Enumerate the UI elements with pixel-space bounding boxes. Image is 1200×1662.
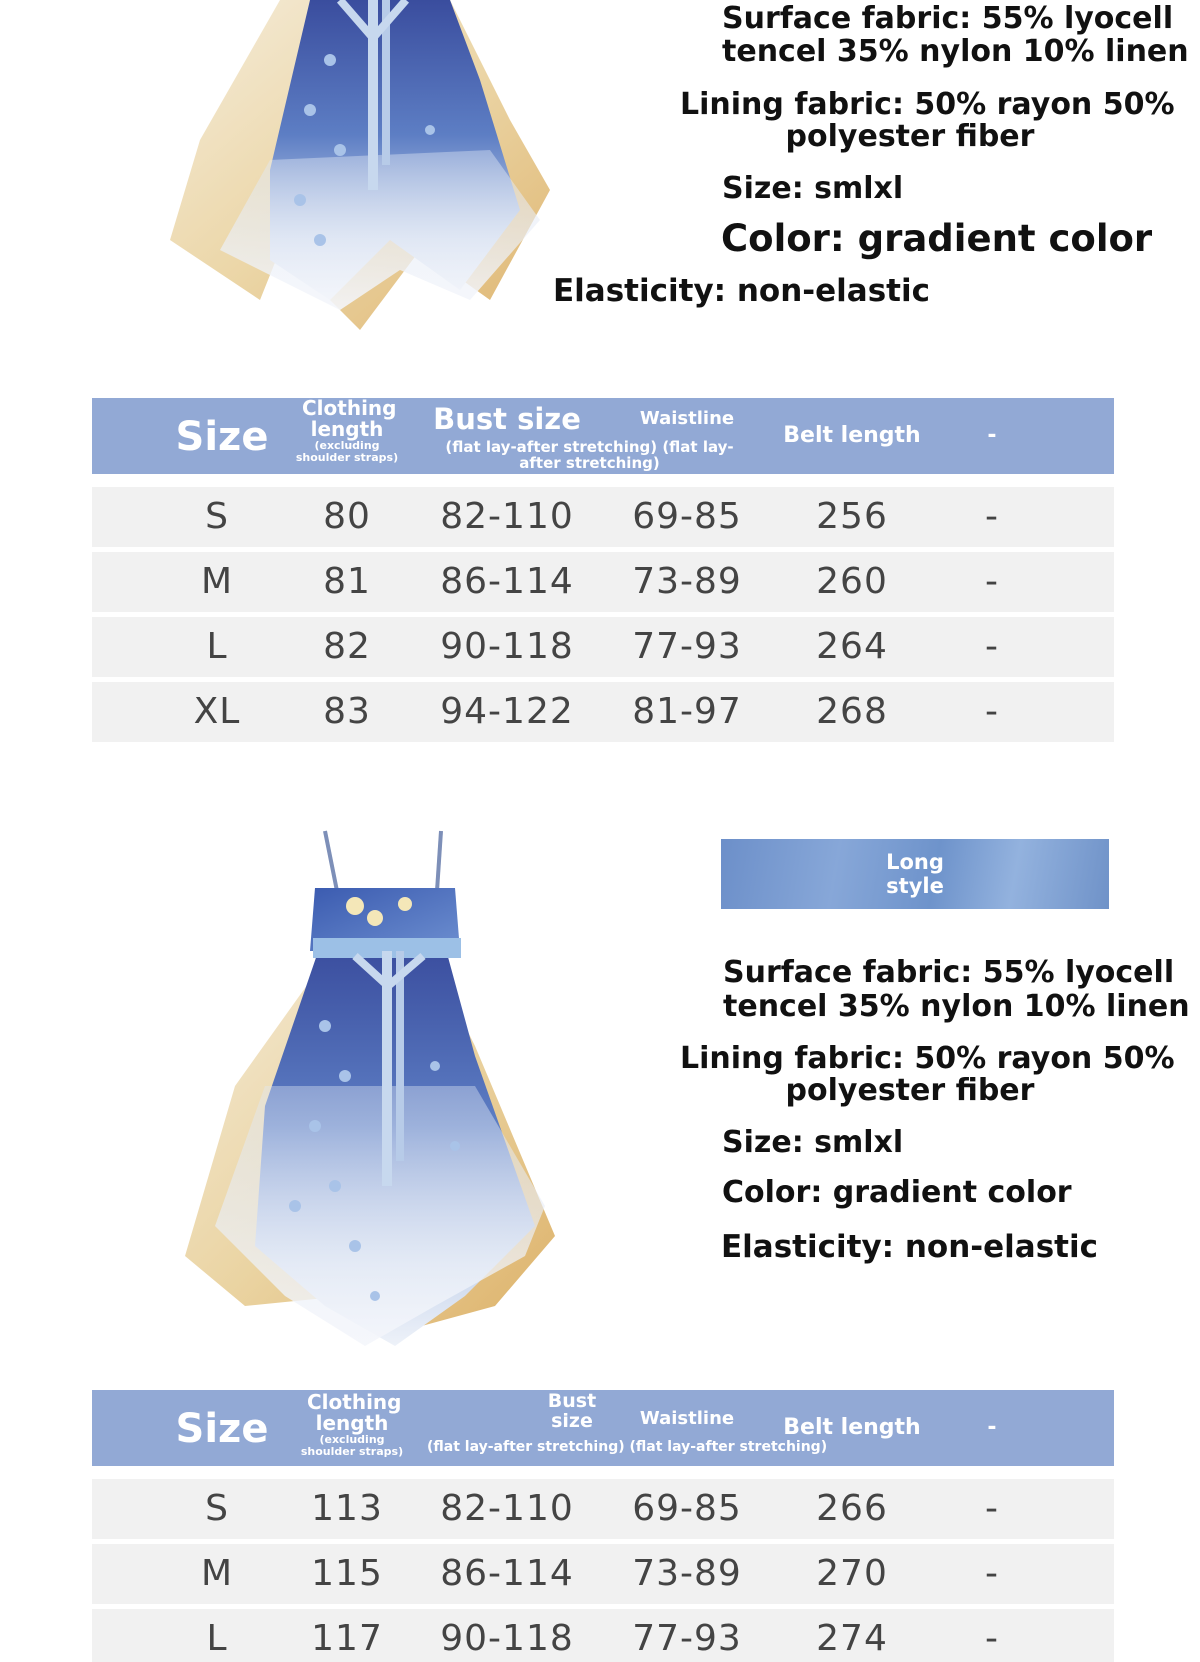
header-belt-length: Belt length	[783, 423, 921, 448]
header-clothing-length-note: (excluding shoulder straps)	[300, 1433, 404, 1458]
cell-bust: 86-114	[440, 1553, 574, 1594]
lining-fabric-spec: Lining fabric: 50% rayon 50%	[680, 87, 1175, 122]
table-row	[92, 617, 1114, 677]
cell-waistline: 77-93	[632, 1618, 742, 1659]
cell-clothing-length: 81	[323, 561, 371, 602]
table-row	[92, 1544, 1114, 1604]
header-clothing-length-label: Clothing length	[302, 396, 397, 441]
cell-extra: -	[985, 1553, 999, 1594]
color-spec: Color: gradient color	[721, 217, 1153, 260]
cell-belt-length: 274	[816, 1618, 888, 1659]
cell-bust: 90-118	[440, 626, 574, 667]
lining-fabric-spec-2: Lining fabric: 50% rayon 50%	[680, 1041, 1175, 1076]
cell-bust: 86-114	[440, 561, 574, 602]
size-spec-2: Size: smlxl	[722, 1125, 904, 1160]
cell-belt-length: 266	[816, 1488, 888, 1529]
size-table-short	[92, 398, 1114, 738]
cell-clothing-length: 117	[311, 1618, 383, 1659]
cell-size: M	[200, 1553, 234, 1594]
cell-size: XL	[193, 691, 241, 732]
header-clothing-length-note: (excluding shoulder straps)	[295, 439, 399, 464]
header-belt-length: Belt length	[783, 1415, 921, 1440]
size-spec: Size: smlxl	[722, 171, 904, 206]
table-row	[92, 1609, 1114, 1662]
cell-size: L	[206, 626, 228, 667]
header-bust: Bust size	[433, 402, 581, 436]
cell-waistline: 81-97	[632, 691, 742, 732]
dress-photo-top	[160, 0, 560, 340]
cell-waistline: 69-85	[632, 1488, 742, 1529]
header-clothing-length-label: Clothing length	[307, 1390, 402, 1435]
header-waistline: Waistline	[639, 408, 735, 429]
header-measure-note: (flat lay-after stretching) (flat lay-after stretching)	[445, 438, 734, 472]
cell-clothing-length: 83	[323, 691, 371, 732]
surface-fabric-spec-2-cont: tencel 35% nylon 10% linen	[723, 989, 1190, 1024]
table-row	[92, 1479, 1114, 1539]
header-bust	[542, 1392, 602, 1432]
cell-bust: 90-118	[440, 1618, 574, 1659]
cell-size: L	[206, 1618, 228, 1659]
surface-fabric-spec: Surface fabric: 55% lyocell	[722, 1, 1174, 36]
table-row	[92, 552, 1114, 612]
elasticity-spec-2: Elasticity: non-elastic	[721, 1229, 1098, 1265]
cell-belt-length: 268	[816, 691, 888, 732]
lining-fabric-spec-2-cont: polyester fiber	[785, 1073, 1035, 1108]
table-header	[92, 398, 1114, 474]
cell-clothing-length: 80	[323, 496, 371, 537]
cell-bust: 94-122	[440, 691, 574, 732]
header-clothing-length	[282, 1392, 422, 1457]
header-extra: -	[987, 423, 997, 448]
cell-clothing-length: 82	[323, 626, 371, 667]
surface-fabric-spec-2: Surface fabric: 55% lyocell	[723, 955, 1175, 990]
cell-extra: -	[985, 626, 999, 667]
cell-extra: -	[985, 1488, 999, 1529]
cell-size: S	[205, 496, 229, 537]
cell-extra: -	[985, 1618, 999, 1659]
surface-fabric-spec-cont: tencel 35% nylon 10% linen	[722, 34, 1189, 69]
cell-belt-length: 270	[816, 1553, 888, 1594]
elasticity-spec: Elasticity: non-elastic	[553, 273, 930, 309]
cell-waistline: 73-89	[632, 561, 742, 602]
table-row	[92, 487, 1114, 547]
cell-bust: 82-110	[440, 1488, 574, 1529]
header-bust-label: Bust size	[547, 1390, 597, 1432]
cell-clothing-length: 113	[311, 1488, 383, 1529]
cell-waistline: 73-89	[632, 1553, 742, 1594]
cell-extra: -	[985, 496, 999, 537]
cell-clothing-length: 115	[311, 1553, 383, 1594]
cell-bust: 82-110	[440, 496, 574, 537]
cell-size: M	[200, 561, 234, 602]
cell-belt-length: 264	[816, 626, 888, 667]
cell-size: S	[205, 1488, 229, 1529]
header-measure-note: (flat lay-after stretching) (flat lay-after stretching)	[427, 1439, 828, 1455]
size-table-long	[92, 1390, 1114, 1662]
header-clothing-length	[277, 398, 417, 463]
header-extra: -	[987, 1415, 997, 1440]
lining-fabric-spec-cont: polyester fiber	[785, 119, 1035, 154]
cell-waistline: 77-93	[632, 626, 742, 667]
cell-belt-length: 260	[816, 561, 888, 602]
header-waistline: Waistline	[639, 1408, 735, 1429]
long-style-label: Long style	[886, 849, 944, 898]
cell-extra: -	[985, 561, 999, 602]
dress-photo-long	[175, 826, 565, 1366]
color-spec-2: Color: gradient color	[722, 1175, 1072, 1210]
table-header	[92, 1390, 1114, 1466]
cell-belt-length: 256	[816, 496, 888, 537]
cell-waistline: 69-85	[632, 496, 742, 537]
long-style-banner	[721, 839, 1109, 909]
header-size: Size	[175, 414, 269, 460]
cell-extra: -	[985, 691, 999, 732]
header-size: Size	[175, 1406, 269, 1452]
table-row	[92, 682, 1114, 742]
